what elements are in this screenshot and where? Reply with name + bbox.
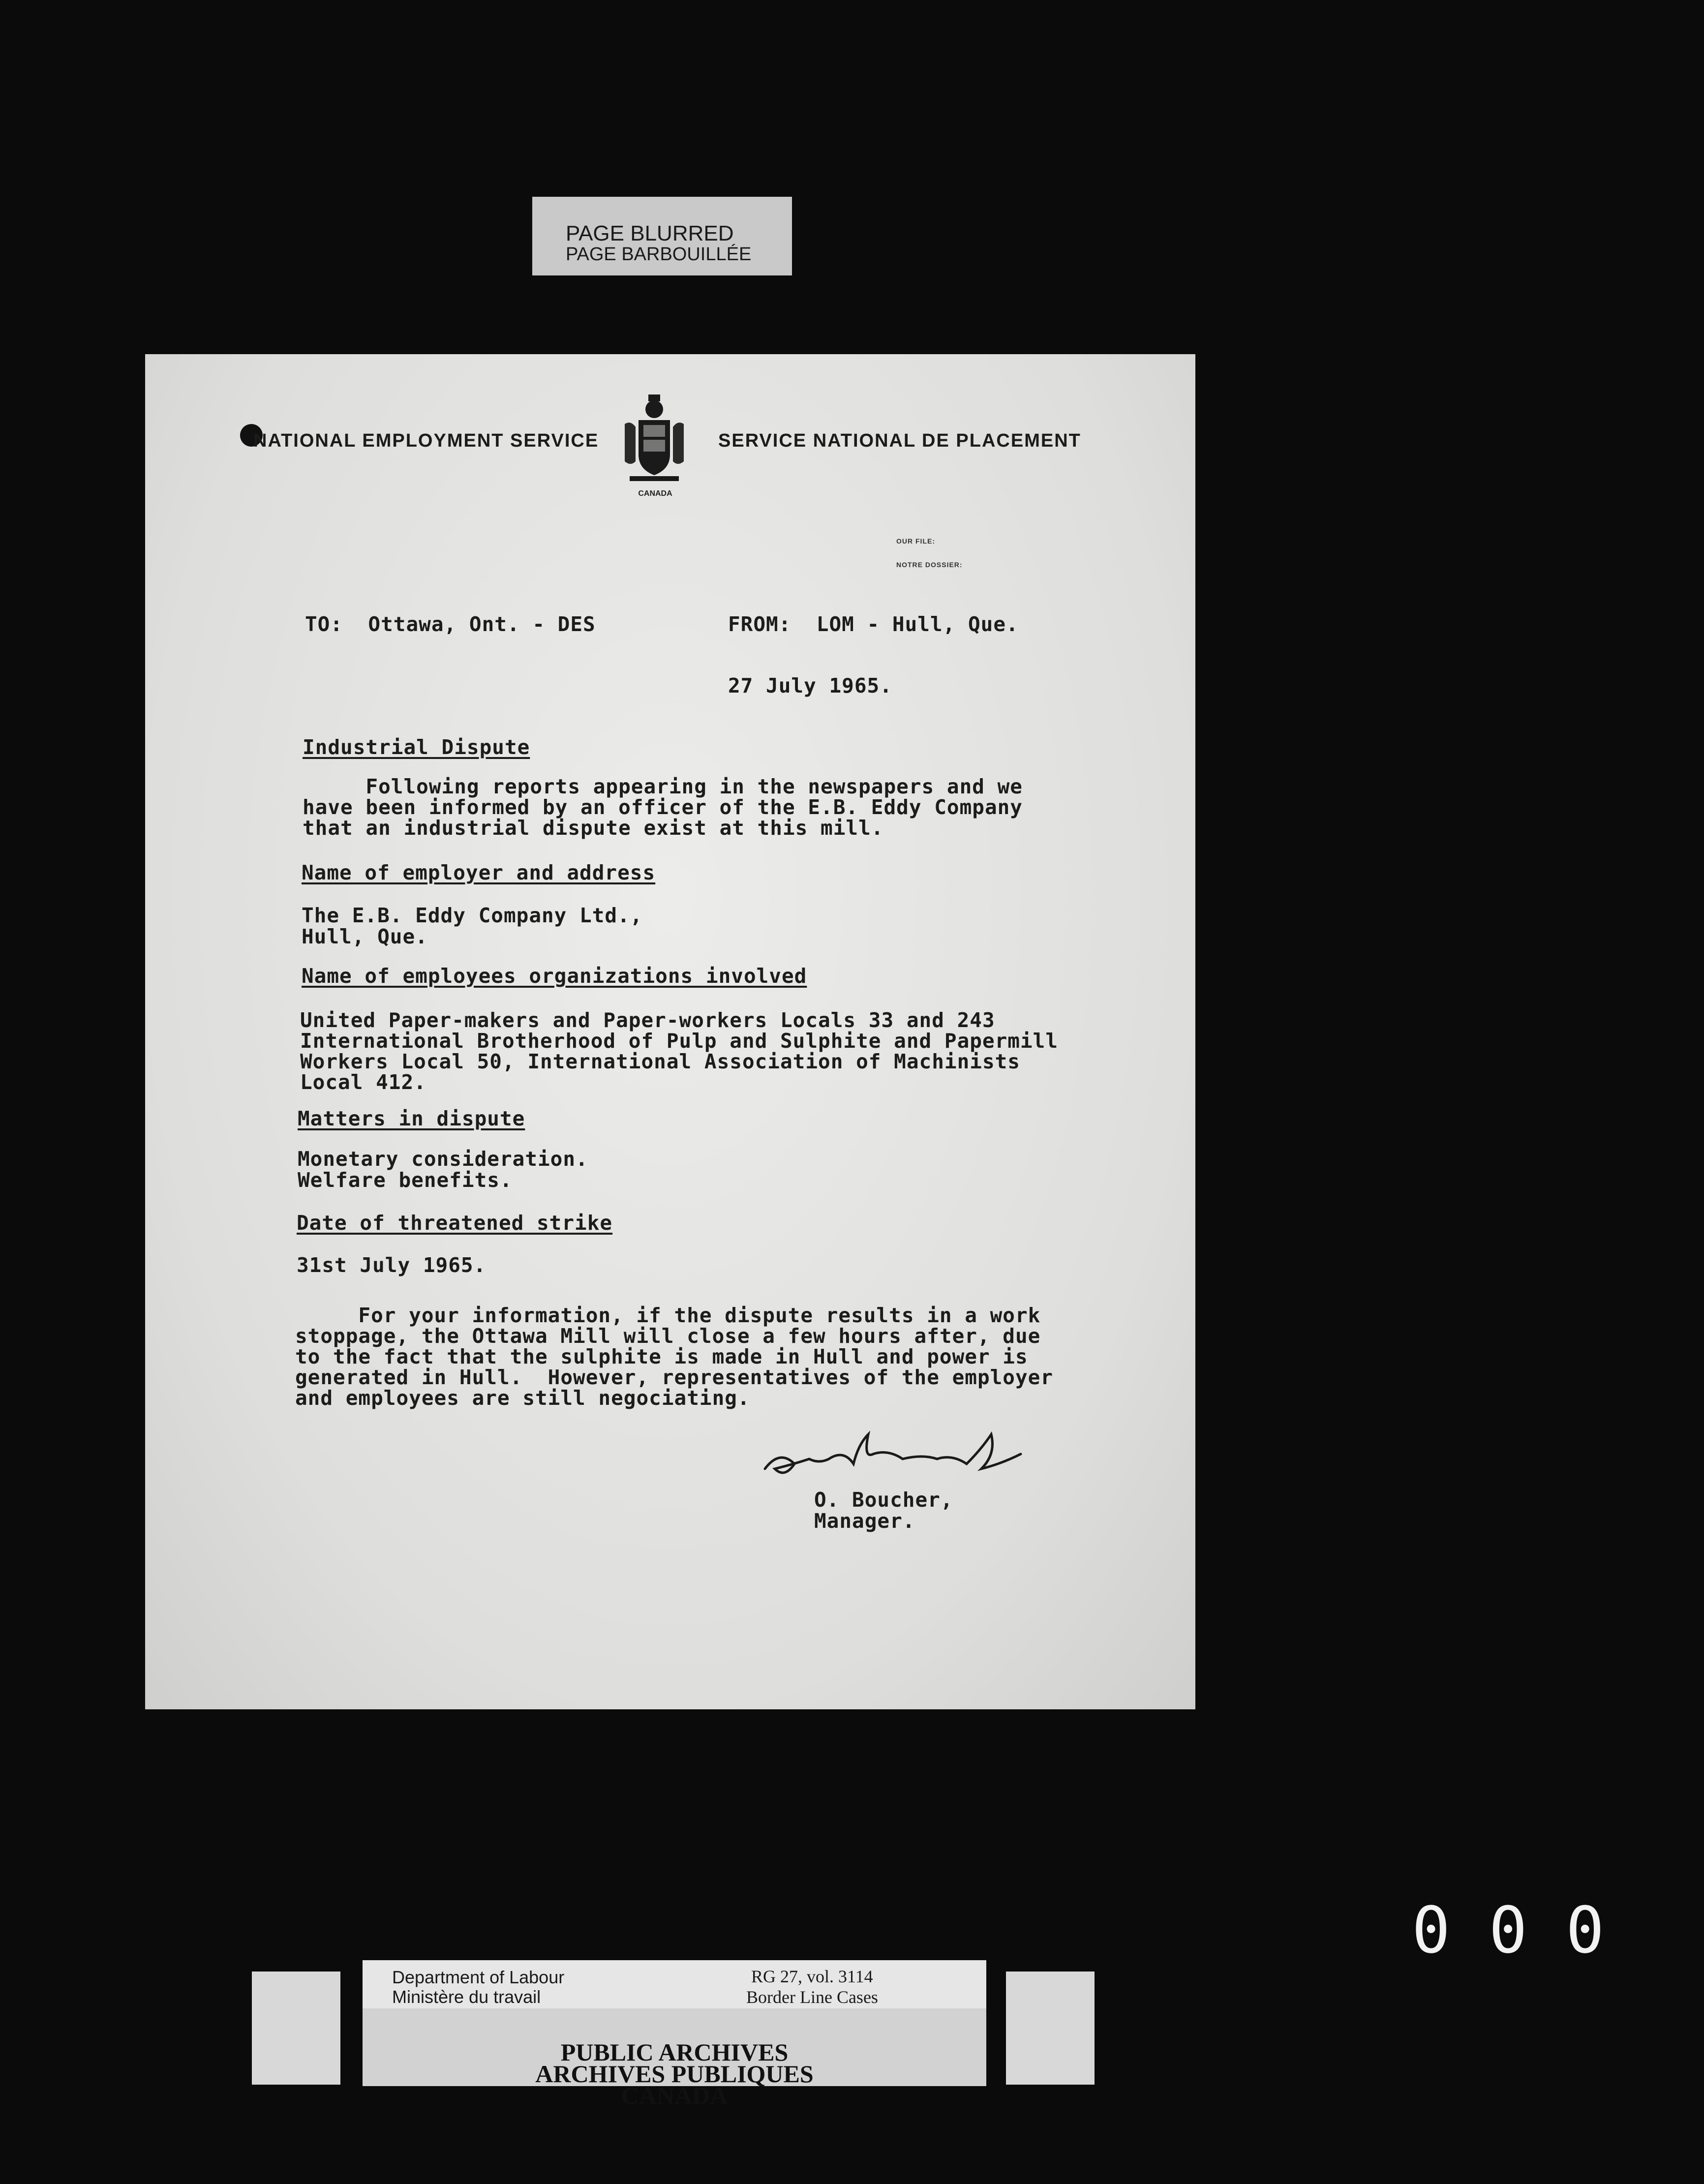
letterhead-english: NATIONAL EMPLOYMENT SERVICE xyxy=(253,430,599,451)
strike-date-heading: Date of threatened strike xyxy=(297,1211,613,1235)
subject-heading: Industrial Dispute xyxy=(303,735,530,759)
organization-line: United Paper-makers and Paper-workers Locals 33 and 243 xyxy=(300,1008,995,1032)
memo-to: TO: Ottawa, Ont. - DES xyxy=(305,612,596,636)
dept-english: Department of Labour xyxy=(392,1967,565,1987)
record-series: Border Line Cases xyxy=(746,1987,878,2007)
employer-line: The E.B. Eddy Company Ltd., xyxy=(302,904,643,927)
closing-line: For your information, if the dispute results in a work xyxy=(295,1304,1041,1327)
closing-line: generated in Hull. However, representatives of the employer xyxy=(295,1365,1054,1389)
blurred-notice-fr: PAGE BARBOUILLÉE xyxy=(566,244,752,265)
archives-french: ARCHIVES PUBLIQUES xyxy=(535,2060,814,2088)
employer-heading: Name of employer and address xyxy=(302,861,656,884)
matter-line: Monetary consideration. xyxy=(298,1147,588,1171)
closing-line: to the fact that the sulphite is made in Hull and power is xyxy=(295,1345,1028,1368)
our-file-label: OUR FILE: xyxy=(896,537,935,545)
dept-french: Ministère du travail xyxy=(392,1987,541,2007)
label-tab-left xyxy=(252,1972,340,2085)
employer-line: Hull, Que. xyxy=(302,925,428,948)
signer-title: Manager. xyxy=(814,1509,915,1533)
matter-line: Welfare benefits. xyxy=(298,1168,513,1192)
closing-line: stoppage, the Ottawa Mill will close a few hours after, due xyxy=(295,1324,1041,1348)
intro-line: have been informed by an officer of the E.B. Eddy Company xyxy=(303,795,1023,819)
organization-line: Local 412. xyxy=(300,1070,426,1094)
record-group-ref: RG 27, vol. 3114 xyxy=(751,1967,873,1986)
frame-counter: 0 0 0 xyxy=(1412,1893,1605,1968)
organizations-heading: Name of employees organizations involved xyxy=(302,964,807,988)
crest-caption: CANADA xyxy=(638,489,672,498)
page-blurred-notice xyxy=(532,197,792,275)
label-tab-right xyxy=(1006,1972,1095,2085)
letterhead-french: SERVICE NATIONAL DE PLACEMENT xyxy=(718,430,1081,451)
signer-name: O. Boucher, xyxy=(814,1488,953,1512)
blurred-notice-en: PAGE BLURRED xyxy=(566,221,734,245)
notre-dossier-label: NOTRE DOSSIER: xyxy=(896,561,963,569)
matters-heading: Matters in dispute xyxy=(298,1107,525,1130)
memo-date: 27 July 1965. xyxy=(728,674,892,698)
organization-line: International Brotherhood of Pulp and Sulphite and Papermill xyxy=(300,1029,1059,1053)
intro-line: Following reports appearing in the newspapers and we xyxy=(303,775,1023,798)
canada-coat-of-arms-icon xyxy=(620,390,689,488)
memo-from: FROM: LOM - Hull, Que. xyxy=(728,612,1019,636)
handwritten-signature xyxy=(755,1429,1060,1493)
letter-page xyxy=(145,354,1195,1709)
intro-line: that an industrial dispute exist at this mill. xyxy=(303,816,884,840)
closing-line: and employees are still negociating. xyxy=(295,1386,750,1410)
organization-line: Workers Local 50, International Association of Machinists xyxy=(300,1050,1020,1073)
archives-english: PUBLIC ARCHIVES xyxy=(560,2038,789,2066)
archives-country: CANADA xyxy=(621,2082,728,2109)
archive-reference-label xyxy=(363,1960,986,2008)
strike-date: 31st July 1965. xyxy=(297,1253,487,1277)
